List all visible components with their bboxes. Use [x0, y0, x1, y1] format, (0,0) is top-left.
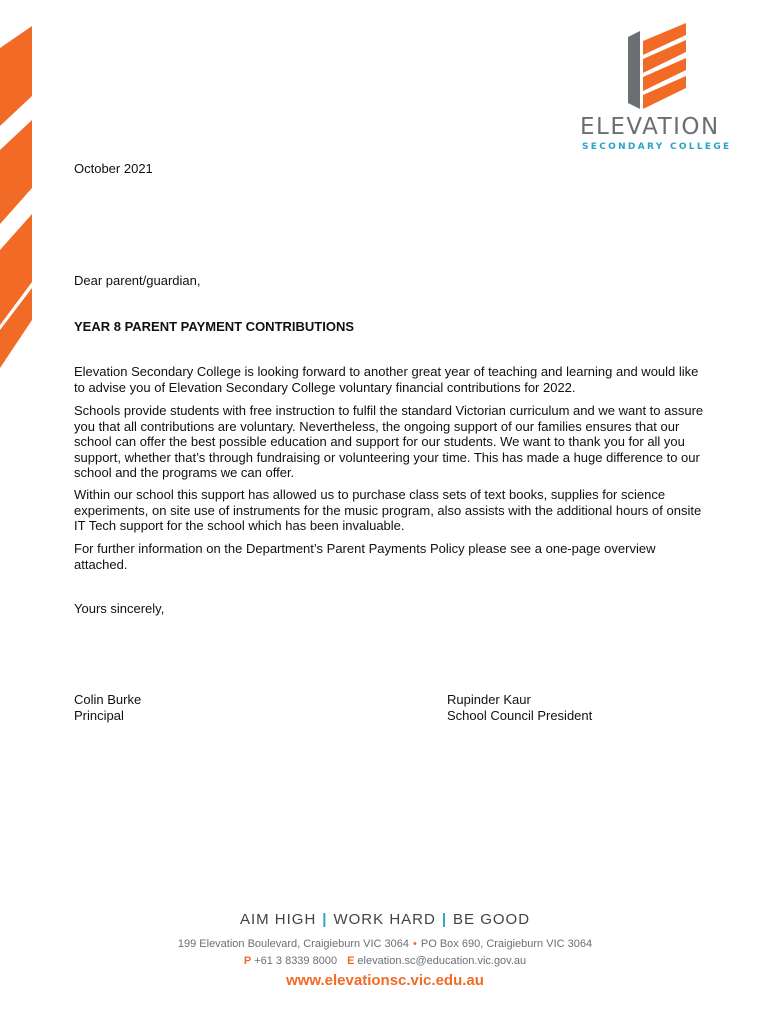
footer-website-link[interactable]: www.elevationsc.vic.edu.au — [286, 972, 484, 989]
signatory-title: Principal — [74, 707, 124, 723]
motto-aim-high: AIM HIGH — [239, 911, 317, 928]
motto-separator: | — [322, 911, 328, 928]
motto-be-good: BE GOOD — [453, 911, 531, 928]
signatory-title: School Council President — [447, 707, 593, 723]
postal-address: PO Box 690, Craigieburn VIC 3064 — [420, 938, 593, 950]
letter-salutation: Dear parent/guardian, — [74, 273, 201, 288]
signatory-principal — [74, 692, 141, 723]
address-separator: • — [413, 938, 417, 950]
orange-band-1 — [0, 26, 32, 126]
elevation-emblem-icon — [626, 23, 688, 109]
signatory-name: Colin Burke — [74, 692, 142, 707]
footer-contact — [0, 955, 770, 967]
signatory-name: Rupinder Kaur — [447, 692, 531, 707]
phone-label: P — [243, 955, 252, 967]
paragraph-2: Schools provide students with free instruction to fulfil the standard Victorian curriculum and we want to assure you that all contributions are voluntary. Nevertheless, the ongoing support of our families ensures that our school can offer the best possible education and support for our students. We want to thank you for all you support, whether that’s through fundraising or volunteering your time. This has made a huge difference to our school and the programs we can offer. — [74, 403, 704, 481]
orange-band-2 — [0, 120, 32, 224]
paragraph-1: Elevation Secondary College is looking forward to another great year of teaching and learning and would like to advise you of Elevation Secondary College voluntary financial contributions for 2022. — [74, 364, 699, 395]
street-address: 199 Elevation Boulevard, Craigieburn VIC 3064 — [177, 938, 410, 950]
motto-separator: | — [441, 911, 448, 928]
letter-closing: Yours sincerely, — [74, 601, 165, 616]
email-address: elevation.sc@education.vic.gov.au — [357, 955, 527, 967]
phone-number: +61 3 8339 8000 — [254, 955, 338, 967]
signatory-council-president — [447, 692, 592, 723]
footer-address — [0, 938, 770, 950]
logo-subtitle: SECONDARY COLLEGE — [582, 142, 732, 152]
motto-work-hard: WORK HARD — [333, 911, 436, 928]
letter-subject: YEAR 8 PARENT PAYMENT CONTRIBUTIONS — [74, 319, 355, 334]
emblem-grey-band — [628, 31, 640, 109]
logo-wordmark: ELEVATION — [580, 114, 720, 140]
left-decorative-bands — [0, 0, 40, 380]
footer-motto — [0, 911, 770, 928]
paragraph-3: Within our school this support has allowed us to purchase class sets of text books, supplies for science experiments, on site use of instruments for the music program, also assists with the additional hours of onsite IT Tech support for the school which has been invaluable. — [74, 487, 702, 534]
letter-date: October 2021 — [74, 161, 153, 176]
paragraph-4: For further information on the Department’s Parent Payments Policy please see a one-page overview attached. — [74, 541, 656, 572]
email-label: E — [347, 955, 355, 967]
